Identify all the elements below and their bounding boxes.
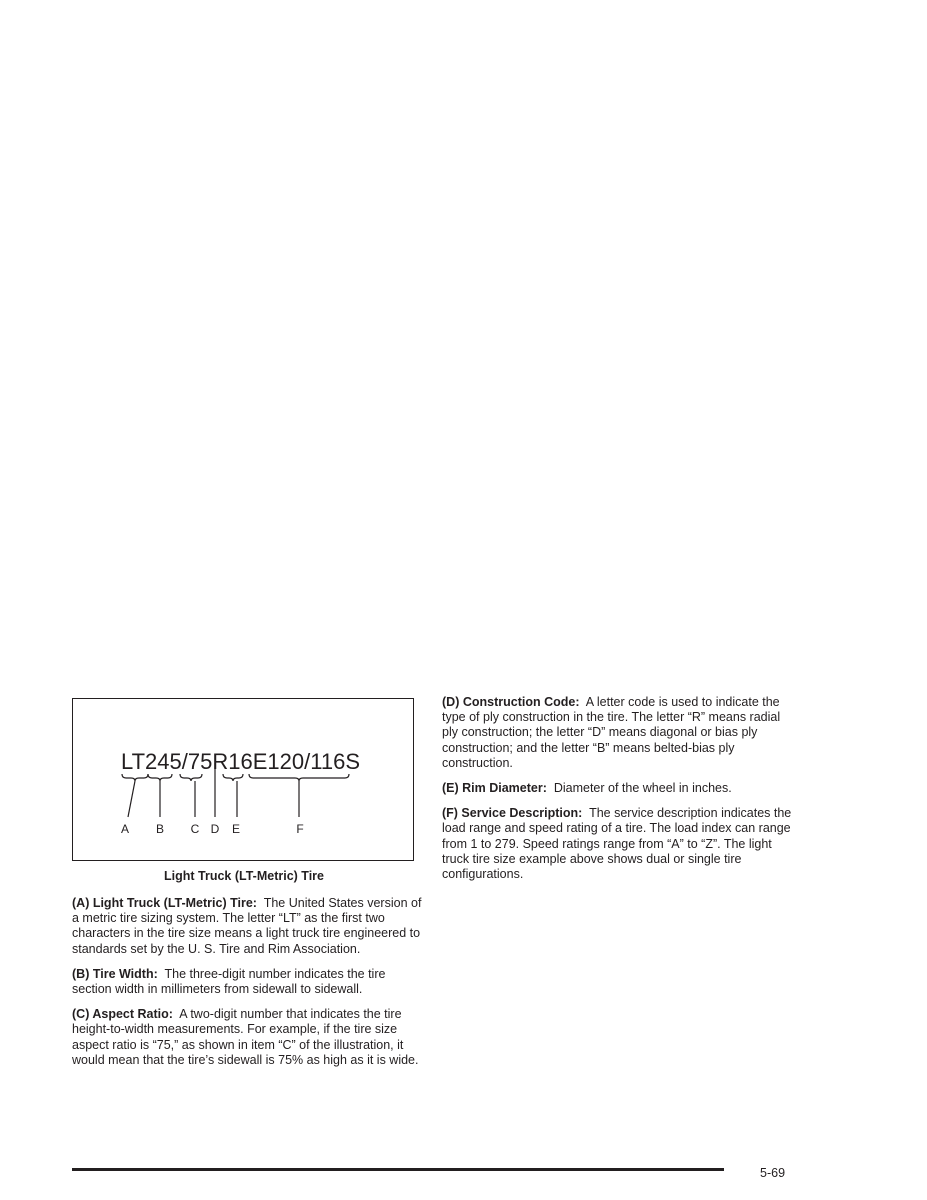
tire-code-service: E120/116S — [252, 749, 360, 774]
section-e — [442, 781, 792, 796]
section-e-term: (E) Rim Diameter: — [442, 781, 547, 796]
label-a: A — [120, 822, 130, 836]
label-c: C — [190, 822, 200, 836]
section-a-text: The United States version of a metric tire sizing system. The letter “LT” as the first two characters in the tire size means a light truck tire engineered to standards set by the U. S. Tire and Rim Association. — [72, 896, 422, 956]
label-e: E — [231, 822, 241, 836]
section-e-text: Diameter of the wheel in inches. — [553, 781, 732, 796]
tire-code-aspect: 75 — [187, 749, 213, 774]
section-d-text: A letter code is used to indicate the type of ply construction in the tire. The letter “R” means radial ply construction; the letter “D” means diagonal or bias ply construction; and the letter “B” means belted-bias ply construction. — [442, 695, 781, 770]
brace-b — [148, 774, 172, 781]
tire-code-lt: LT — [121, 749, 146, 774]
tire-size-diagram — [73, 699, 415, 862]
label-b: B — [155, 822, 165, 836]
tire-code — [121, 749, 360, 774]
section-a-term: (A) Light Truck (LT-Metric) Tire: — [72, 896, 257, 910]
figure-caption: Light Truck (LT-Metric) Tire — [164, 869, 324, 883]
right-column — [442, 695, 792, 892]
section-c — [72, 1007, 422, 1068]
section-c-text: A two-digit number that indicates the tire height-to-width measurements. For example, if the tire size aspect ratio is “75,” as shown in item “C” of the illustration, it would mean that the tire’s sidewall is 75% as high as it is wide. — [72, 1007, 419, 1067]
label-d: D — [210, 822, 220, 836]
section-f-term: (F) Service Description: — [442, 806, 583, 821]
leader-a — [128, 781, 135, 817]
section-b-term: (B) Tire Width: — [72, 966, 158, 981]
tire-code-slash: / — [181, 749, 188, 774]
tire-code-width: 245 — [145, 749, 182, 774]
section-b — [72, 967, 422, 997]
brace-e — [223, 774, 243, 781]
brace-a — [122, 774, 148, 781]
brace-c — [180, 774, 202, 781]
section-c-term: (C) Aspect Ratio: — [72, 1007, 173, 1022]
section-f — [442, 806, 792, 882]
tire-size-illustration — [72, 698, 414, 861]
segment-braces — [122, 774, 349, 781]
section-b-text: The three-digit number indicates the tire section width in millimeters from sidewall to sidewall. — [72, 966, 386, 997]
brace-f — [249, 774, 349, 781]
section-a — [72, 896, 422, 957]
page-number: 5-69 — [760, 1166, 786, 1180]
section-d — [442, 695, 792, 771]
section-f-text: The service description indicates the load range and speed rating of a tire. The load index can range from 1 to 279. Speed ratings range from “A” to “Z”. The light truck tire size example above shows dual or single tire configurations. — [442, 806, 792, 882]
label-f: F — [296, 822, 304, 836]
tire-code-construction: R — [212, 749, 229, 774]
footer-rule — [72, 1168, 724, 1171]
section-d-term: (D) Construction Code: — [442, 695, 580, 709]
tire-code-rim: 16 — [228, 749, 253, 774]
left-column — [72, 896, 422, 1078]
